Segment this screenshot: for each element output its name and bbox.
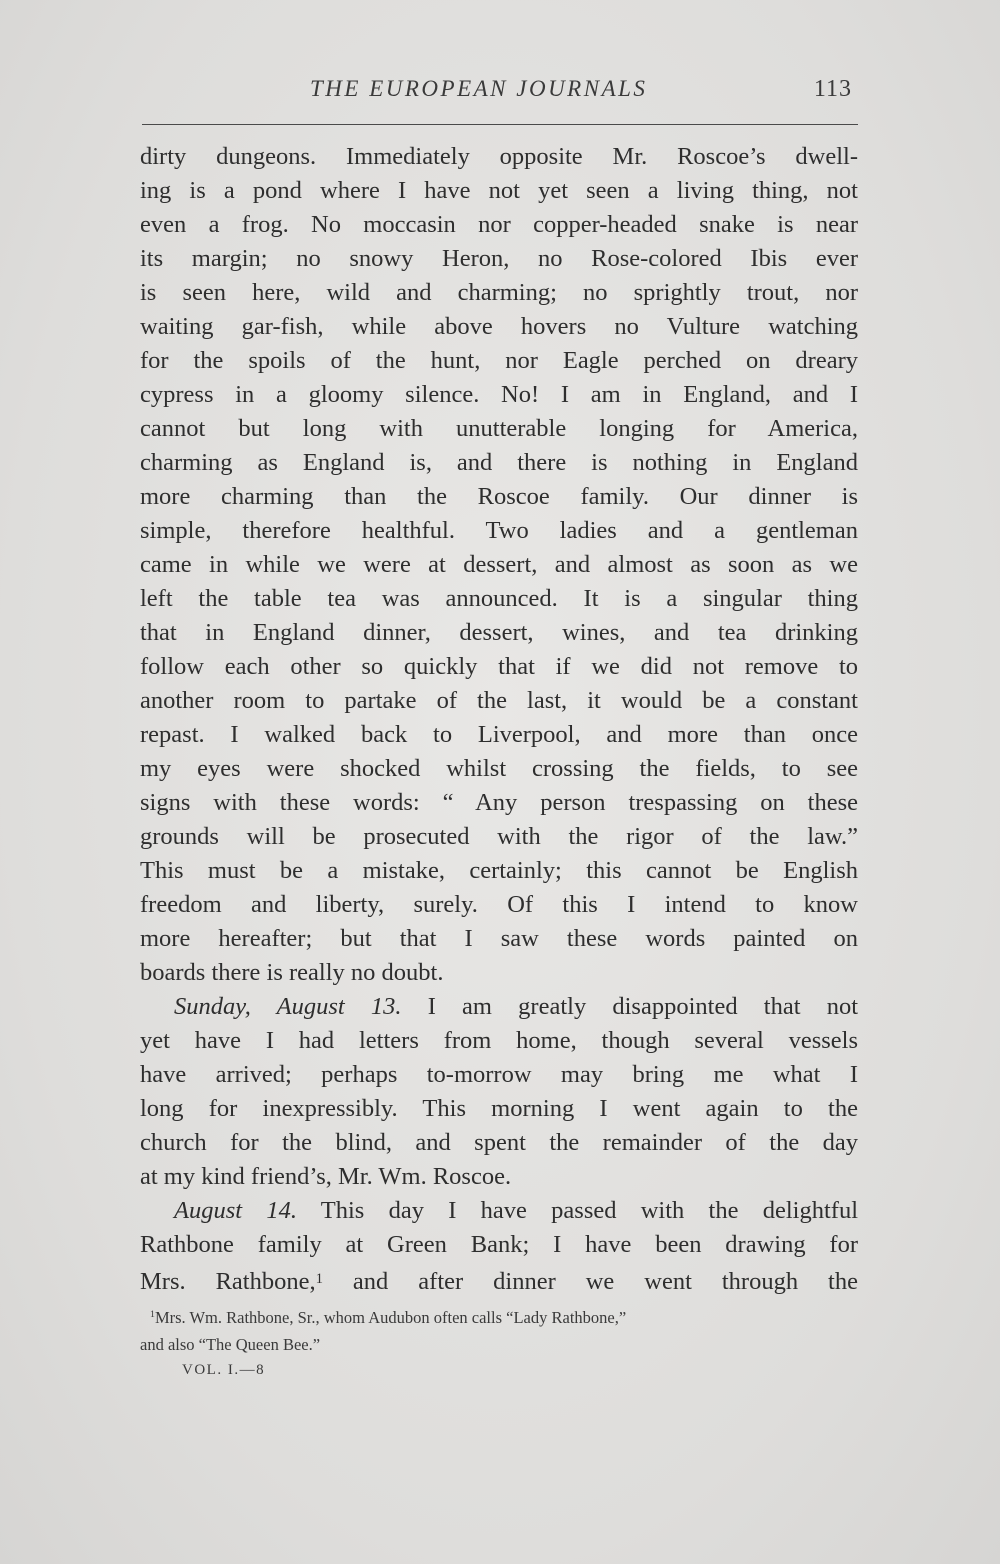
text-line: yet have I had letters from home, though several vessels	[140, 1027, 858, 1054]
text-line: This must be a mistake, certainly; this cannot be English	[140, 857, 858, 884]
text-line: cannot but long with unutterable longing for America,	[140, 415, 858, 442]
text-line: that in England dinner, dessert, wines, and tea drinking	[140, 619, 858, 646]
footnote-marker: 1	[150, 1309, 155, 1320]
text-line: even a frog. No moccasin nor copper-headed snake is near	[140, 211, 858, 238]
text-line: another room to partake of the last, it would be a constant	[140, 687, 858, 714]
text-line: church for the blind, and spent the remainder of the day	[140, 1129, 858, 1156]
text-line: at my kind friend’s, Mr. Wm. Roscoe.	[140, 1163, 512, 1190]
footnote-reference: 1	[315, 1271, 323, 1287]
printer-signature: VOL. I.—8	[182, 1362, 266, 1378]
text-fragment: I am greatly disappointed that not	[427, 993, 858, 1020]
text-line: came in while we were at dessert, and almost as soon as we	[140, 551, 858, 578]
text-line: for the spoils of the hunt, nor Eagle perched on dreary	[140, 347, 858, 374]
text-line: ing is a pond where I have not yet seen a living thing, not	[140, 177, 858, 204]
text-line: my eyes were shocked whilst crossing the fields, to see	[140, 755, 858, 782]
date-august-14: August 14.	[174, 1197, 297, 1224]
text-fragment: and after dinner we went through the	[322, 1268, 858, 1295]
footnote-line	[140, 1300, 860, 1330]
text-line: is seen here, wild and charming; no sprightly trout, nor	[140, 279, 858, 306]
text-line: more charming than the Roscoe family. Our dinner is	[140, 483, 858, 510]
text-line: long for inexpressibly. This morning I went again to the	[140, 1095, 858, 1122]
body-text	[140, 140, 858, 1296]
date-sunday-august-13: Sunday, August 13.	[174, 993, 402, 1020]
text-line: dirty dungeons. Immediately opposite Mr. Roscoe’s dwell-	[140, 143, 858, 170]
paragraph-august-14-first-line	[140, 1194, 858, 1228]
header-rule	[142, 124, 858, 125]
footnote-line: and also “The Queen Bee.”	[140, 1335, 321, 1354]
text-line	[140, 1262, 858, 1296]
text-line: have arrived; perhaps to-morrow may bring me what I	[140, 1061, 858, 1088]
running-head	[140, 76, 860, 112]
text-line: cypress in a gloomy silence. No! I am in England, and I	[140, 381, 858, 408]
text-line: freedom and liberty, surely. Of this I intend to know	[140, 891, 858, 918]
text-fragment: Mrs. Rathbone,	[140, 1268, 316, 1295]
footnote	[140, 1300, 860, 1360]
text-line: grounds will be prosecuted with the rigor of the law.”	[140, 823, 858, 850]
text-line: simple, therefore healthful. Two ladies and a gentleman	[140, 517, 858, 544]
text-line: its margin; no snowy Heron, no Rose-colored Ibis ever	[140, 245, 858, 272]
text-fragment: This day I have passed with the delightful	[320, 1197, 859, 1224]
text-line: waiting gar-fish, while above hovers no Vulture watching	[140, 313, 858, 340]
page-number: 113	[813, 76, 852, 102]
text-line: repast. I walked back to Liverpool, and more than once	[140, 721, 858, 748]
text-line: follow each other so quickly that if we did not remove to	[140, 653, 858, 680]
text-line: Rathbone family at Green Bank; I have been drawing for	[140, 1231, 858, 1258]
text-line: boards there is really no doubt.	[140, 959, 444, 986]
text-line: more hereafter; but that I saw these words painted on	[140, 925, 858, 952]
footnote-text: Mrs. Wm. Rathbone, Sr., whom Audubon often calls “Lady Rathbone,”	[154, 1308, 627, 1327]
running-title: THE EUROPEAN JOURNALS	[310, 76, 648, 101]
paragraph-sunday-first-line	[140, 990, 858, 1024]
text-line: charming as England is, and there is nothing in England	[140, 449, 858, 476]
text-line: left the table tea was announced. It is a singular thing	[140, 585, 858, 612]
text-line: signs with these words: “ Any person trespassing on these	[140, 789, 858, 816]
